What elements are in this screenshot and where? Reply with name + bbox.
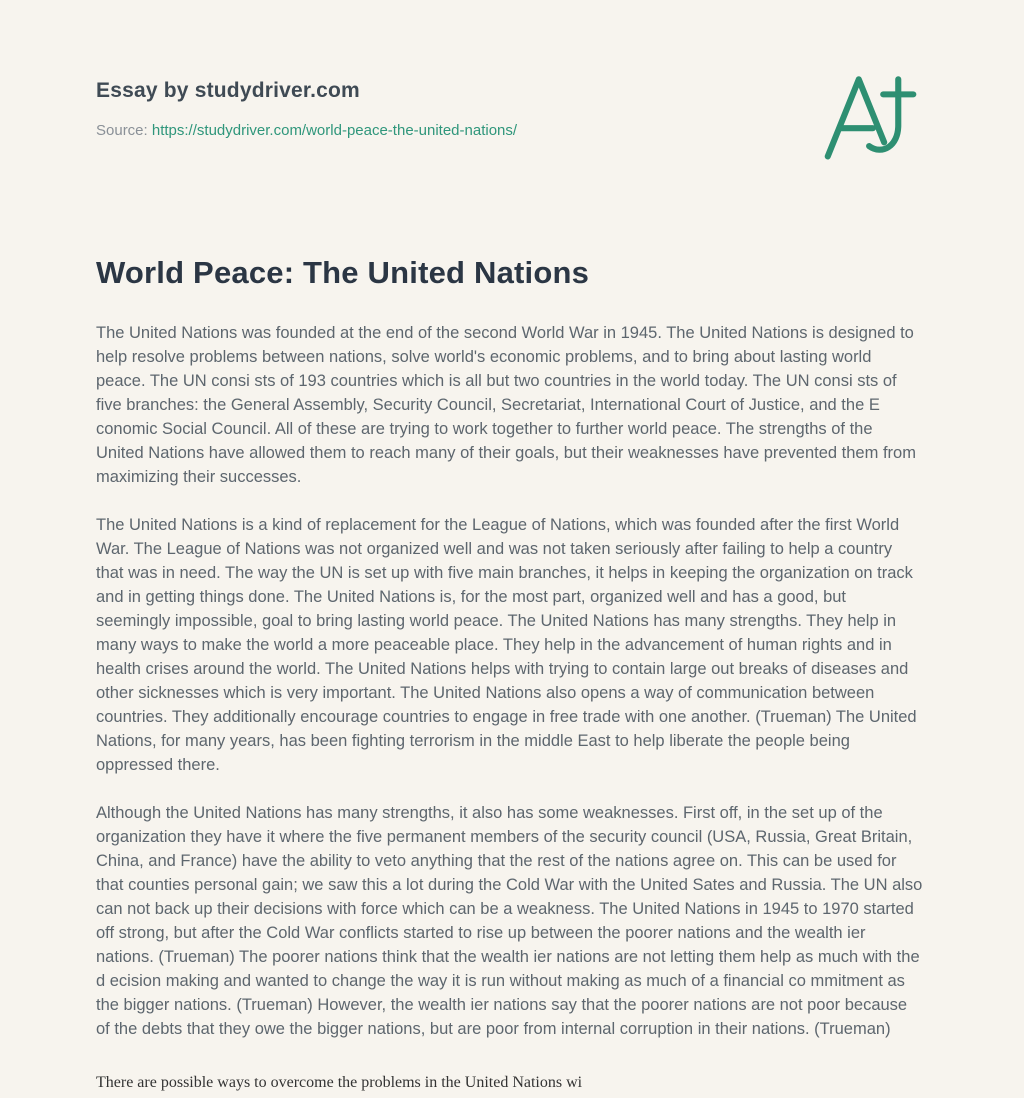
source-line [96,121,924,141]
essay-paragraph-3: Although the United Nations has many strengths, it also has some weaknesses. First off, in the set up of the organization they have it where the five permanent members of the security council (USA, Russia, Great Britain, China, and France) have the ability to veto anything that the rest of the nations agree on. This can be used for that counties personal gain; we saw this a lot during the Cold War with the United Sates and Russia. The UN also can not back up their decisions with force which can be a weakness. The United Nations in 1945 to 1970 started off strong, but after the Cold War conflicts started to rise up between the poorer nations and the wealth ier nations. (Trueman) The poorer nations think that the wealth ier nations are not letting them help as much with the d ecision making and wanted to change the way it is run without making as much of a financial co mmitment as the bigger nations. (Trueman) However, the wealth ier nations say that the poorer nations are not poor because of the debts that they owe the bigger nations, but are poor from internal corruption in their nations. (Trueman) [96,804,923,1038]
essay-paragraph-1: The United Nations was founded at the end of the second World War in 1945. The United Nations is designed to help resolve problems between nations, solve world's economic problems, and to bring about lasting world peace. The UN consi sts of 193 countries which is all but two countries in the world today. The UN consi sts of five branches: the General Assembly, Security Council, Secretariat, International Court of Justice, and the E conomic Social Council. All of these are trying to work together to further world peace. The strengths of the United Nations have allowed them to reach many of their goals, but their weaknesses have prevented them from maximizing their successes. [96,324,916,486]
essay-byline: Essay by studydriver.com [96,79,360,102]
studydriver-logo [824,70,918,162]
essay-body [96,321,924,1095]
essay-title: World Peace: The United Nations [96,255,590,290]
studydriver-aj-logo-icon [824,70,918,162]
source-label: Source: [96,122,148,139]
source-url-link[interactable]: https://studydriver.com/world-peace-the-united-nations/ [151,122,518,139]
essay-paragraph-4: There are possible ways to overcome the problems in the United Nations wi [96,1074,583,1091]
essay-paragraph-2: The United Nations is a kind of replacement for the League of Nations, which was founded after the first World War. The League of Nations was not organized well and was not taken seriously after failing to help a country that was in need. The way the UN is set up with five main branches, it helps in keeping the organization on track and in getting things done. The United Nations is, for the most part, organized well and has a good, but seemingly impossible, goal to bring lasting world peace. The United Nations has many strengths. They help in many ways to make the world a more peaceable place. They help in the advancement of human rights and in health crises around the world. The United Nations helps with trying to contain large out breaks of diseases and other sicknesses which is very important. The United Nations also opens a way of communication between countries. They additionally encourage countries to engage in free trade with one another. (Trueman) The United Nations, for many years, has been fighting terrorism in the middle East to help liberate the people being oppressed there. [96,516,917,774]
